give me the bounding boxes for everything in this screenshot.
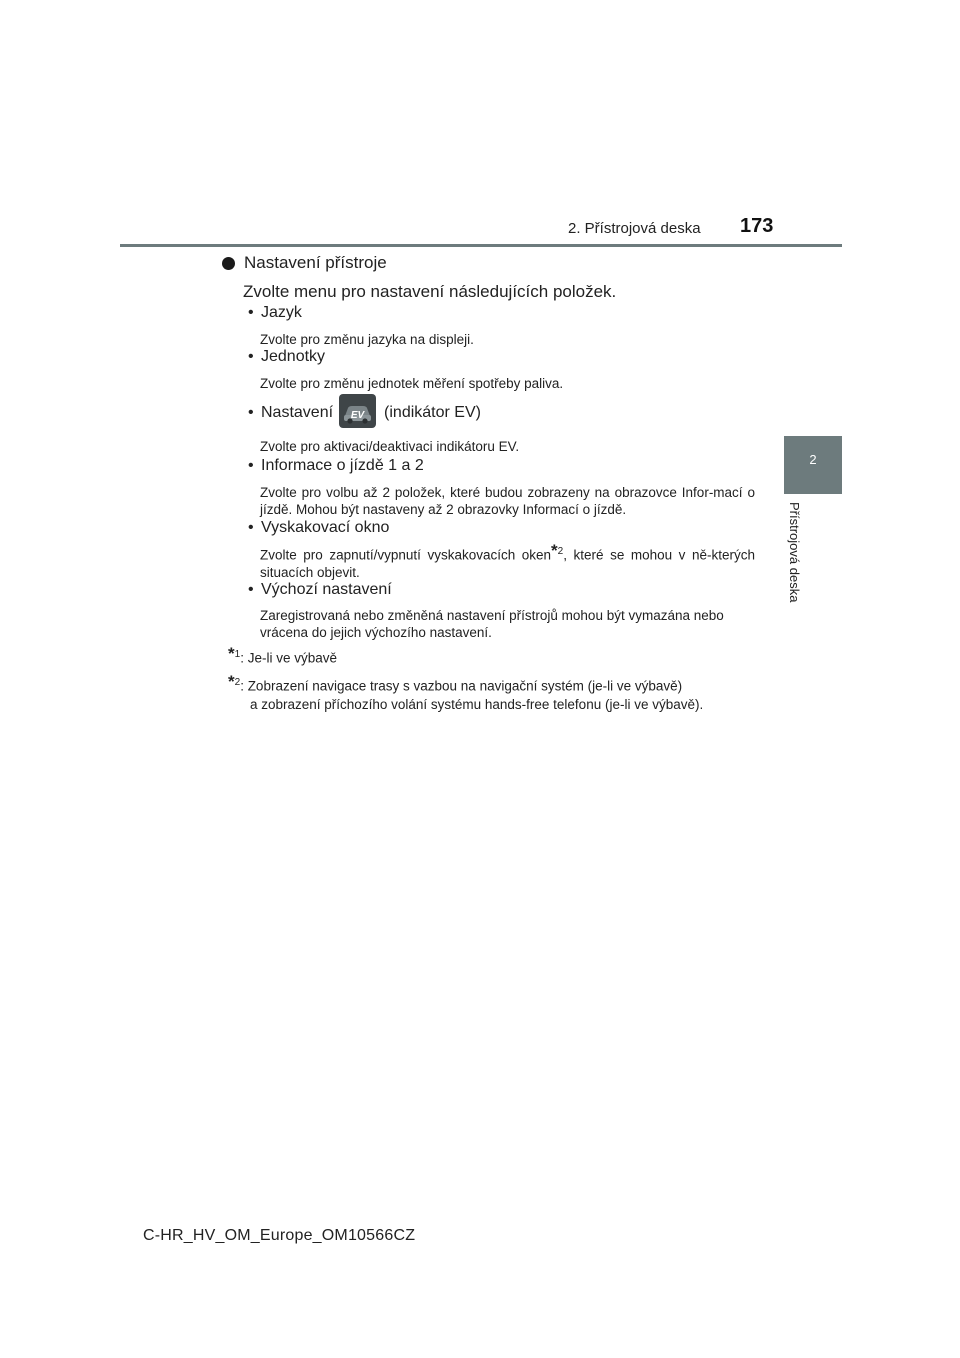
ev-icon-text: EV <box>350 410 365 421</box>
bullet-circle-icon <box>222 257 235 270</box>
page-number: 173 <box>740 215 774 237</box>
footnote: *$^1$: Je-li ve výbavě <box>228 643 337 666</box>
list-item-description: Zvolte pro aktivaci/deaktivaci indikátoru EV. <box>260 439 520 454</box>
document-code: C-HR_HV_OM_Europe_OM10566CZ <box>143 1227 416 1244</box>
list-item-description: Zaregistrovaná nebo změněná nastavení přístrojů mohou být vymazána nebo vrácena do jejich výchozího nastavení. <box>260 608 724 640</box>
list-item-label: • Výchozí nastavení <box>248 581 392 598</box>
list-item-description: Zvolte pro změnu jazyka na displeji. <box>260 332 474 347</box>
section-heading-text: Nastavení přístroje <box>244 253 387 272</box>
list-item-description: Zvolte pro změnu jednotek měření spotřeby paliva. <box>260 376 564 391</box>
chapter-tab-number: 2 <box>809 452 817 467</box>
list-item-label: • Nastavení EV (indikátor EV) <box>248 396 481 430</box>
list-item-label: • Informace o jízdě 1 a 2 <box>248 457 424 474</box>
header-divider <box>120 244 842 247</box>
footnote: *$^2$: Zobrazení navigace trasy s vazbou na navigační systém (je-li ve výbavě) a zobrazení příchozího volání systému hands-free telefonu (je-li ve výbavě). <box>228 671 704 712</box>
chapter-tab-label: Přístrojová deska <box>787 502 802 603</box>
list-item-label: • Vyskakovací okno <box>248 519 390 536</box>
ev-indicator-icon <box>339 394 376 428</box>
section-heading <box>222 253 387 273</box>
section-intro: Zvolte menu pro nastavení následujících položek. <box>243 282 617 301</box>
list-item-label: • Jednotky <box>248 348 326 365</box>
running-header-section-title: 2. Přístrojová deska <box>568 220 701 237</box>
list-item-description: Zvolte pro volbu až 2 položek, které budou zobrazeny na obrazovce Infor-mací o jízdě. Mohou být nastaveny až 2 obrazovky Informací o jízdě. <box>260 485 755 517</box>
list-item-description: Zvolte pro zapnutí/vypnutí vyskakovacích oken*$^2$, které se mohou v ně-kterých situacích objevit. <box>260 540 755 580</box>
list-item-label: • Jazyk <box>248 304 302 321</box>
